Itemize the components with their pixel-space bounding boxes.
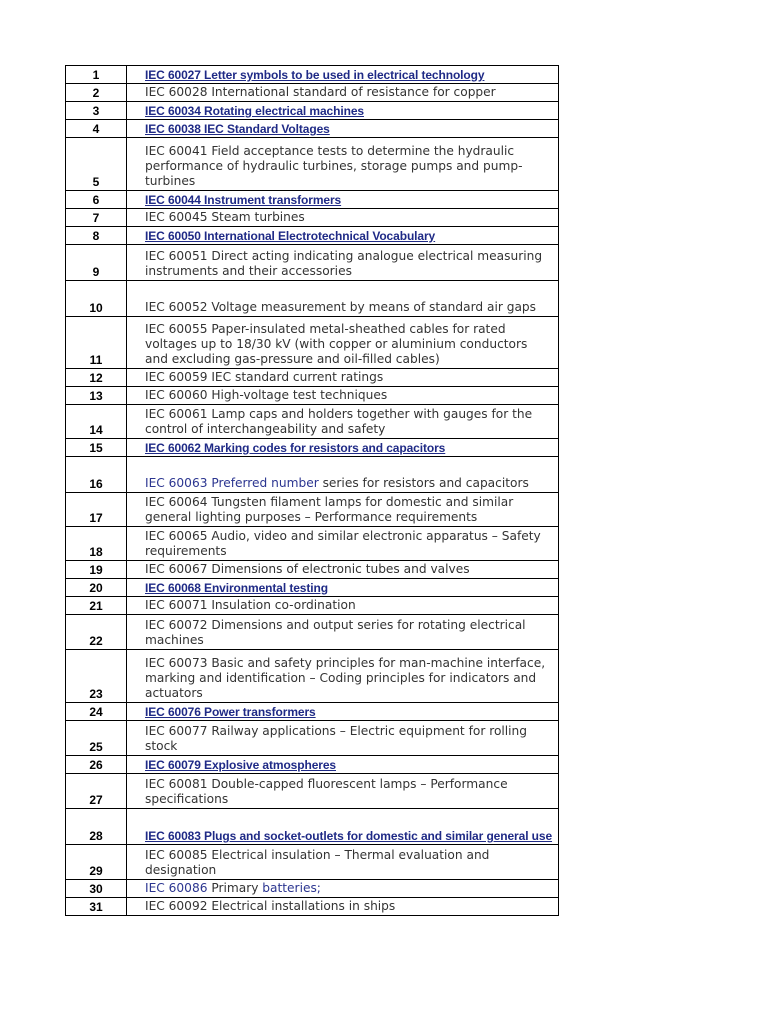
table-row: [66, 809, 559, 845]
standard-title: IEC 60072 Dimensions and output series for rotating electrical machines: [127, 615, 559, 650]
standard-link[interactable]: IEC 60068 Environmental testing: [127, 579, 559, 597]
standard-title: IEC 60059 IEC standard current ratings: [127, 369, 559, 387]
row-number: 7: [66, 209, 127, 227]
standard-title: [127, 880, 559, 898]
row-number: 12: [66, 369, 127, 387]
standard-title: IEC 60077 Railway applications – Electric equipment for rolling stock: [127, 721, 559, 756]
standard-link-text[interactable]: batteries;: [262, 881, 321, 895]
standard-title: IEC 60051 Direct acting indicating analogue electrical measuring instruments and their accessories: [127, 245, 559, 281]
table-row: [66, 405, 559, 439]
standard-title: [127, 457, 559, 493]
row-number: 17: [66, 493, 127, 527]
table-row: [66, 898, 559, 916]
row-number: 2: [66, 84, 127, 102]
table-row: [66, 579, 559, 597]
row-number: 21: [66, 597, 127, 615]
table-row: [66, 369, 559, 387]
standard-title: IEC 60061 Lamp caps and holders together with gauges for the control of interchangeability and safety: [127, 405, 559, 439]
row-number: 31: [66, 898, 127, 916]
table-row: [66, 615, 559, 650]
table-row: [66, 227, 559, 245]
standard-title: IEC 60052 Voltage measurement by means of standard air gaps: [127, 281, 559, 317]
table-row: [66, 281, 559, 317]
standard-link[interactable]: IEC 60079 Explosive atmospheres: [127, 756, 559, 774]
standard-link[interactable]: IEC 60044 Instrument transformers: [127, 191, 559, 209]
table-row: [66, 209, 559, 227]
iec-standards-table: [65, 65, 559, 916]
row-number: 6: [66, 191, 127, 209]
standard-title: IEC 60071 Insulation co-ordination: [127, 597, 559, 615]
standard-link[interactable]: IEC 60027 Letter symbols to be used in electrical technology: [127, 66, 559, 84]
standard-title: IEC 60067 Dimensions of electronic tubes and valves: [127, 561, 559, 579]
table-row: [66, 597, 559, 615]
table-row: [66, 774, 559, 809]
standard-link-text[interactable]: IEC 60063 Preferred number: [145, 476, 319, 490]
row-number: 11: [66, 317, 127, 369]
row-number: 24: [66, 703, 127, 721]
table-row: [66, 721, 559, 756]
table-row: [66, 439, 559, 457]
table-row: [66, 493, 559, 527]
row-number: 4: [66, 120, 127, 138]
row-number: 16: [66, 457, 127, 493]
row-number: 29: [66, 845, 127, 880]
table-row: [66, 650, 559, 703]
standard-title: IEC 60028 International standard of resistance for copper: [127, 84, 559, 102]
row-number: 3: [66, 102, 127, 120]
standard-title-text: Primary: [207, 881, 263, 895]
row-number: 30: [66, 880, 127, 898]
standard-title: IEC 60065 Audio, video and similar electronic apparatus – Safety requirements: [127, 527, 559, 561]
row-number: 10: [66, 281, 127, 317]
table-row: [66, 527, 559, 561]
table-row: [66, 317, 559, 369]
row-number: 8: [66, 227, 127, 245]
standard-link[interactable]: IEC 60050 International Electrotechnical Vocabulary: [127, 227, 559, 245]
table-row: [66, 703, 559, 721]
standard-link[interactable]: IEC 60083 Plugs and socket-outlets for domestic and similar general use: [127, 809, 559, 845]
table-row: [66, 387, 559, 405]
standard-title-text: series for resistors and capacitors: [318, 476, 529, 490]
row-number: 13: [66, 387, 127, 405]
table-row: [66, 102, 559, 120]
table-row: [66, 66, 559, 84]
table-row: [66, 138, 559, 191]
standard-link[interactable]: IEC 60034 Rotating electrical machines: [127, 102, 559, 120]
table-row: [66, 191, 559, 209]
standard-title: IEC 60055 Paper-insulated metal-sheathed cables for rated voltages up to 18/30 kV (with copper or aluminium conductors and excluding gas-pressure and oil-filled cables): [127, 317, 559, 369]
table-row: [66, 845, 559, 880]
row-number: 9: [66, 245, 127, 281]
row-number: 19: [66, 561, 127, 579]
table-row: [66, 457, 559, 493]
row-number: 5: [66, 138, 127, 191]
table-row: [66, 245, 559, 281]
table-row: [66, 84, 559, 102]
table-row: [66, 756, 559, 774]
table-body: [66, 66, 559, 916]
row-number: 27: [66, 774, 127, 809]
row-number: 1: [66, 66, 127, 84]
standard-title: IEC 60041 Field acceptance tests to determine the hydraulic performance of hydraulic turbines, storage pumps and pump- turbines: [127, 138, 559, 191]
table-row: [66, 561, 559, 579]
row-number: 15: [66, 439, 127, 457]
standard-title: IEC 60060 High-voltage test techniques: [127, 387, 559, 405]
standard-title: IEC 60045 Steam turbines: [127, 209, 559, 227]
standard-link[interactable]: IEC 60076 Power transformers: [127, 703, 559, 721]
standard-link[interactable]: IEC 60038 IEC Standard Voltages: [127, 120, 559, 138]
standard-title: IEC 60064 Tungsten filament lamps for domestic and similar general lighting purposes – Performance requirements: [127, 493, 559, 527]
standard-link[interactable]: IEC 60062 Marking codes for resistors and capacitors: [127, 439, 559, 457]
row-number: 20: [66, 579, 127, 597]
standard-link-text[interactable]: IEC 60086: [145, 881, 208, 895]
standard-title: IEC 60073 Basic and safety principles for man-machine interface, marking and identification – Coding principles for indicators and actuators: [127, 650, 559, 703]
row-number: 25: [66, 721, 127, 756]
table-row: [66, 120, 559, 138]
row-number: 26: [66, 756, 127, 774]
row-number: 14: [66, 405, 127, 439]
row-number: 28: [66, 809, 127, 845]
row-number: 18: [66, 527, 127, 561]
row-number: 22: [66, 615, 127, 650]
standard-title: IEC 60092 Electrical installations in ships: [127, 898, 559, 916]
row-number: 23: [66, 650, 127, 703]
standard-title: IEC 60081 Double-capped fluorescent lamps – Performance specifications: [127, 774, 559, 809]
standard-title: IEC 60085 Electrical insulation – Thermal evaluation and designation: [127, 845, 559, 880]
table-row: [66, 880, 559, 898]
